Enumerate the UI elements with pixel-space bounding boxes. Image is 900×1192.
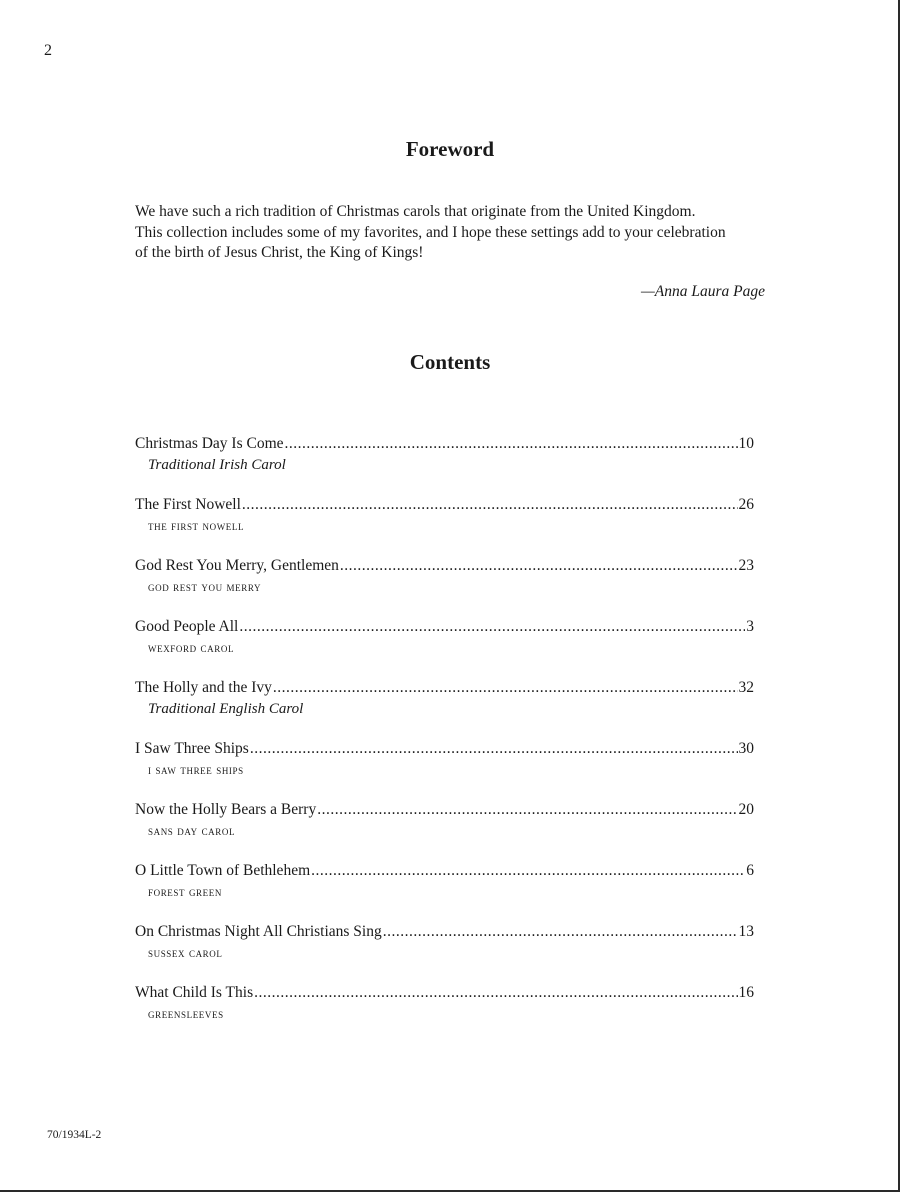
toc-dot-leader <box>383 922 738 942</box>
toc-entry-title: O Little Town of Bethlehem <box>135 862 311 879</box>
toc-entry-page: 16 <box>738 984 754 1001</box>
toc-dot-leader <box>285 434 738 454</box>
toc-entry-tune-name: greensleeves <box>148 1006 224 1021</box>
toc-entry <box>135 434 754 495</box>
toc-entry-page: 10 <box>738 435 754 452</box>
catalog-code: 70/1934L-2 <box>47 1129 102 1141</box>
toc-entry-tune-name: the first nowell <box>148 518 245 533</box>
toc-entry-tune-name: sans day carol <box>148 823 236 838</box>
toc-entry-title: The Holly and the Ivy <box>135 679 272 696</box>
toc-entry <box>135 495 754 556</box>
toc-dot-leader <box>317 800 737 820</box>
toc-entry-title: I Saw Three Ships <box>135 740 249 757</box>
toc-dot-leader <box>254 983 737 1003</box>
toc-entry-title: Now the Holly Bears a Berry <box>135 801 317 818</box>
toc-entry-subtitle: Traditional Irish Carol <box>148 457 286 473</box>
foreword-heading: Foreword <box>405 137 495 161</box>
toc-entry <box>135 678 754 739</box>
toc-entry <box>135 739 754 800</box>
toc-entry <box>135 800 754 861</box>
toc-dot-leader <box>250 739 738 759</box>
toc-entry-tune-name: i saw three ships <box>148 762 244 777</box>
toc-entry-page: 13 <box>738 923 754 940</box>
toc-entry-page: 3 <box>746 618 754 635</box>
toc-dot-leader <box>311 861 745 881</box>
table-of-contents <box>135 434 754 1044</box>
foreword-body <box>135 202 765 264</box>
toc-entry-title: The First Nowell <box>135 496 241 513</box>
toc-entry-title: On Christmas Night All Christians Sing <box>135 923 382 940</box>
toc-entry <box>135 983 754 1044</box>
foreword-line: We have such a rich tradition of Christmas carols that originate from the United Kingdom. <box>135 203 696 220</box>
toc-entry <box>135 556 754 617</box>
foreword-line: of the birth of Jesus Christ, the King of Kings! <box>135 244 424 261</box>
toc-entry-title: Christmas Day Is Come <box>135 435 284 452</box>
toc-entry-title: What Child Is This <box>135 984 254 1001</box>
toc-entry <box>135 617 754 678</box>
toc-entry <box>135 922 754 983</box>
toc-entry <box>135 861 754 922</box>
toc-entry-tune-name: wexford carol <box>148 640 235 655</box>
toc-entry-tune-name: sussex carol <box>148 945 223 960</box>
toc-dot-leader <box>340 556 738 576</box>
foreword-signature: —Anna Laura Page <box>641 283 765 300</box>
toc-entry-tune-name: forest green <box>148 884 222 899</box>
contents-heading: Contents <box>409 350 491 374</box>
toc-dot-leader <box>273 678 738 698</box>
toc-entry-page: 6 <box>746 862 754 879</box>
toc-entry-page: 23 <box>738 557 754 574</box>
toc-dot-leader <box>239 617 745 637</box>
foreword-line: This collection includes some of my favorites, and I hope these settings add to your celebration <box>135 223 726 241</box>
toc-entry-page: 30 <box>738 740 754 757</box>
toc-entry-page: 26 <box>738 496 754 513</box>
page-number: 2 <box>44 42 52 59</box>
toc-entry-page: 20 <box>738 801 754 818</box>
toc-dot-leader <box>242 495 738 515</box>
toc-entry-title: God Rest You Merry, Gentlemen <box>135 557 339 574</box>
toc-entry-title: Good People All <box>135 618 239 635</box>
toc-entry-page: 32 <box>738 679 754 696</box>
toc-entry-subtitle: Traditional English Carol <box>148 701 304 717</box>
toc-entry-tune-name: god rest you merry <box>148 579 262 594</box>
